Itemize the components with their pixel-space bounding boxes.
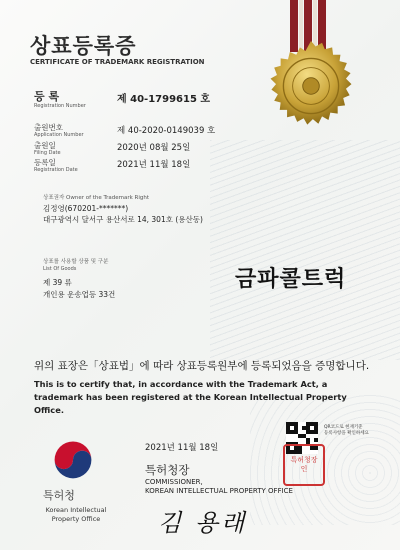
office-name-ko: 특허청 [43,489,75,502]
registration-label-en: Registration Number [34,103,86,109]
reg-date-label: 등록일 [34,158,56,167]
trademark-text: 금파콜트럭 [235,266,347,292]
application-number: 제 40-2020-0149039 호 [117,126,216,136]
filing-label: 출원일 [34,141,56,150]
application-label-en: Application Number [34,132,84,138]
kipo-logo-icon [50,436,96,482]
official-stamp [283,444,325,486]
owner-name: 김정영(670201-*******) [43,204,129,213]
certification-en: This is to certify that, in accordance with the Trademark Act, a trademark has been registered at the Korean Intellectual Property Office. [34,379,347,415]
qr-note [324,425,369,437]
office-name-en: Korean Intellectual Property Office [45,506,107,523]
goods-items: 개인용 운송업등 33건 [43,290,116,299]
registration-number: 제 40-1799615 호 [117,94,211,105]
application-label: 출원번호 [34,123,63,132]
commissioner-title-en-1: COMMISSIONER, [145,478,203,486]
filing-label-en: Filing Date [34,150,61,156]
stamp-text: 특허청장인 [290,456,318,473]
document-subtitle: CERTIFICATE OF TRADEMARK REGISTRATION [30,58,205,66]
document-title: 상표등록증 [30,34,137,58]
registration-date: 2021년 11월 18일 [117,160,191,170]
registration-label: 등 록 [34,90,60,103]
commissioner-title-en-2: KOREAN INTELLECTUAL PROPERTY OFFICE [145,487,293,495]
goods-class: 제 39 류 [43,278,72,287]
owner-label: 상표권자 Owner of the Trademark Right [43,195,149,201]
owner-address: 대구광역시 달서구 용산서로 14, 301호 (용산동) [43,215,203,224]
certification-ko: 위의 표장은「상표법」에 따라 상표등록원부에 등록되었음을 증명합니다. [34,360,370,372]
goods-label-en: List Of Goods [43,266,77,272]
commissioner-title-ko: 특허청장 [145,463,190,477]
gold-seal-icon [265,40,357,132]
filing-date: 2020년 08월 25일 [117,143,191,153]
goods-label: 상표를 사용할 상품 및 구분 [43,259,109,265]
issue-date: 2021년 11월 18일 [145,443,219,453]
qr-note-line2: 등록사항을 확인하세요 [324,431,369,436]
watermark-pattern [210,140,400,360]
commissioner-signature: 김 용래 [158,509,248,537]
qr-note-line1: QR코드로 현재기준 [324,425,363,430]
reg-date-label-en: Registration Date [34,167,78,173]
